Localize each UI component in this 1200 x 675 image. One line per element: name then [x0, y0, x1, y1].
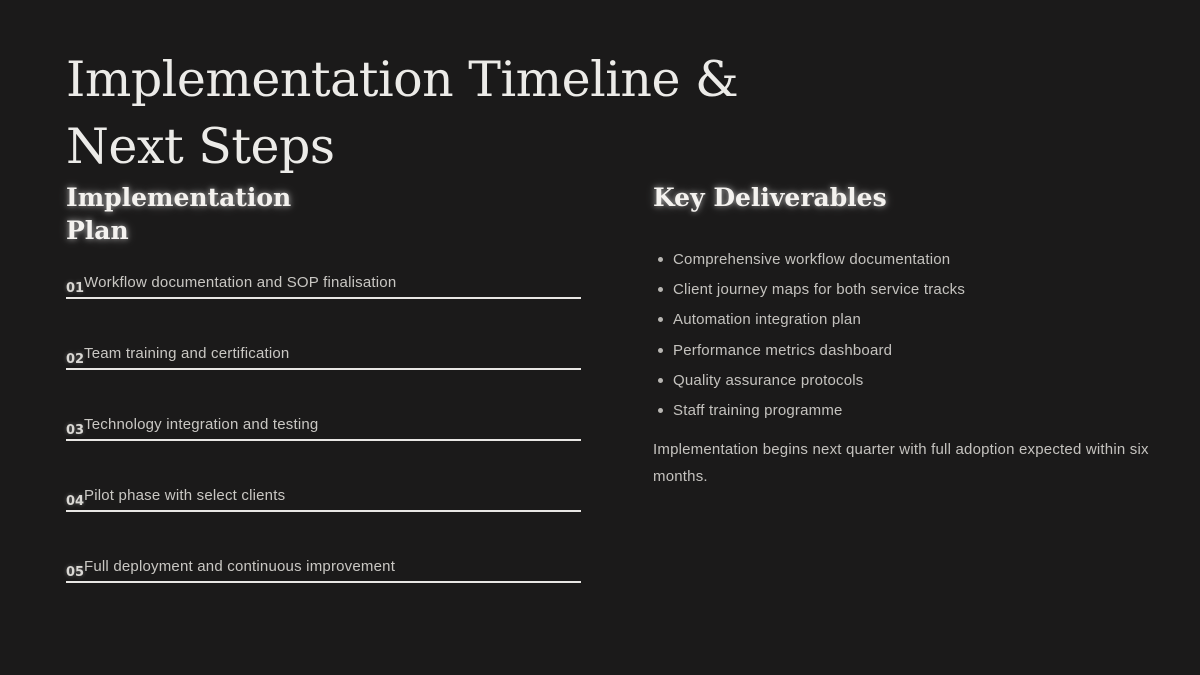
- implementation-plan-heading: Implementation Plan: [66, 183, 292, 245]
- bullet-icon: [658, 257, 663, 262]
- bullet-icon: [658, 348, 663, 353]
- step-label: Workflow documentation and SOP finalisation: [84, 274, 397, 291]
- step-number: 02: [66, 352, 85, 367]
- step-item: [66, 412, 586, 483]
- implementation-steps: [66, 270, 586, 625]
- step-item: [66, 341, 586, 412]
- bullet-icon: [658, 287, 663, 292]
- key-deliverables-heading: Key Deliverables: [653, 183, 887, 212]
- step-item: [66, 554, 586, 625]
- step-divider: [66, 368, 581, 370]
- step-label: Pilot phase with select clients: [84, 487, 286, 504]
- deliverable-text: Staff training programme: [673, 402, 843, 420]
- bullet-icon: [658, 378, 663, 383]
- step-item: [66, 483, 586, 554]
- implementation-summary: Implementation begins next quarter with full adoption expected within six months.: [653, 441, 1149, 485]
- step-number: 01: [66, 281, 85, 296]
- deliverable-text: Quality assurance protocols: [673, 371, 864, 389]
- list-item: [653, 245, 1173, 275]
- step-divider: [66, 510, 581, 512]
- list-item: [653, 336, 1173, 366]
- step-divider: [66, 297, 581, 299]
- list-item: [653, 396, 1173, 426]
- bullet-icon: [658, 317, 663, 322]
- step-divider: [66, 581, 581, 583]
- deliverable-text: Client journey maps for both service tracks: [673, 281, 966, 299]
- step-number: 04: [66, 494, 85, 509]
- step-label: Technology integration and testing: [84, 416, 319, 433]
- step-label: Team training and certification: [84, 345, 290, 362]
- deliverables-list: [653, 245, 1173, 426]
- step-divider: [66, 439, 581, 441]
- step-label: Full deployment and continuous improvement: [84, 558, 396, 575]
- deliverable-text: Automation integration plan: [673, 311, 862, 329]
- step-number: 05: [66, 565, 85, 580]
- bullet-icon: [658, 408, 663, 413]
- deliverable-text: Comprehensive workflow documentation: [673, 251, 951, 268]
- list-item: [653, 305, 1173, 335]
- deliverable-text: Performance metrics dashboard: [673, 341, 893, 359]
- step-number: 03: [66, 423, 85, 438]
- step-item: [66, 270, 586, 341]
- list-item: [653, 366, 1173, 396]
- slide-title: Implementation Timeline & Next Steps: [66, 51, 739, 175]
- list-item: [653, 275, 1173, 305]
